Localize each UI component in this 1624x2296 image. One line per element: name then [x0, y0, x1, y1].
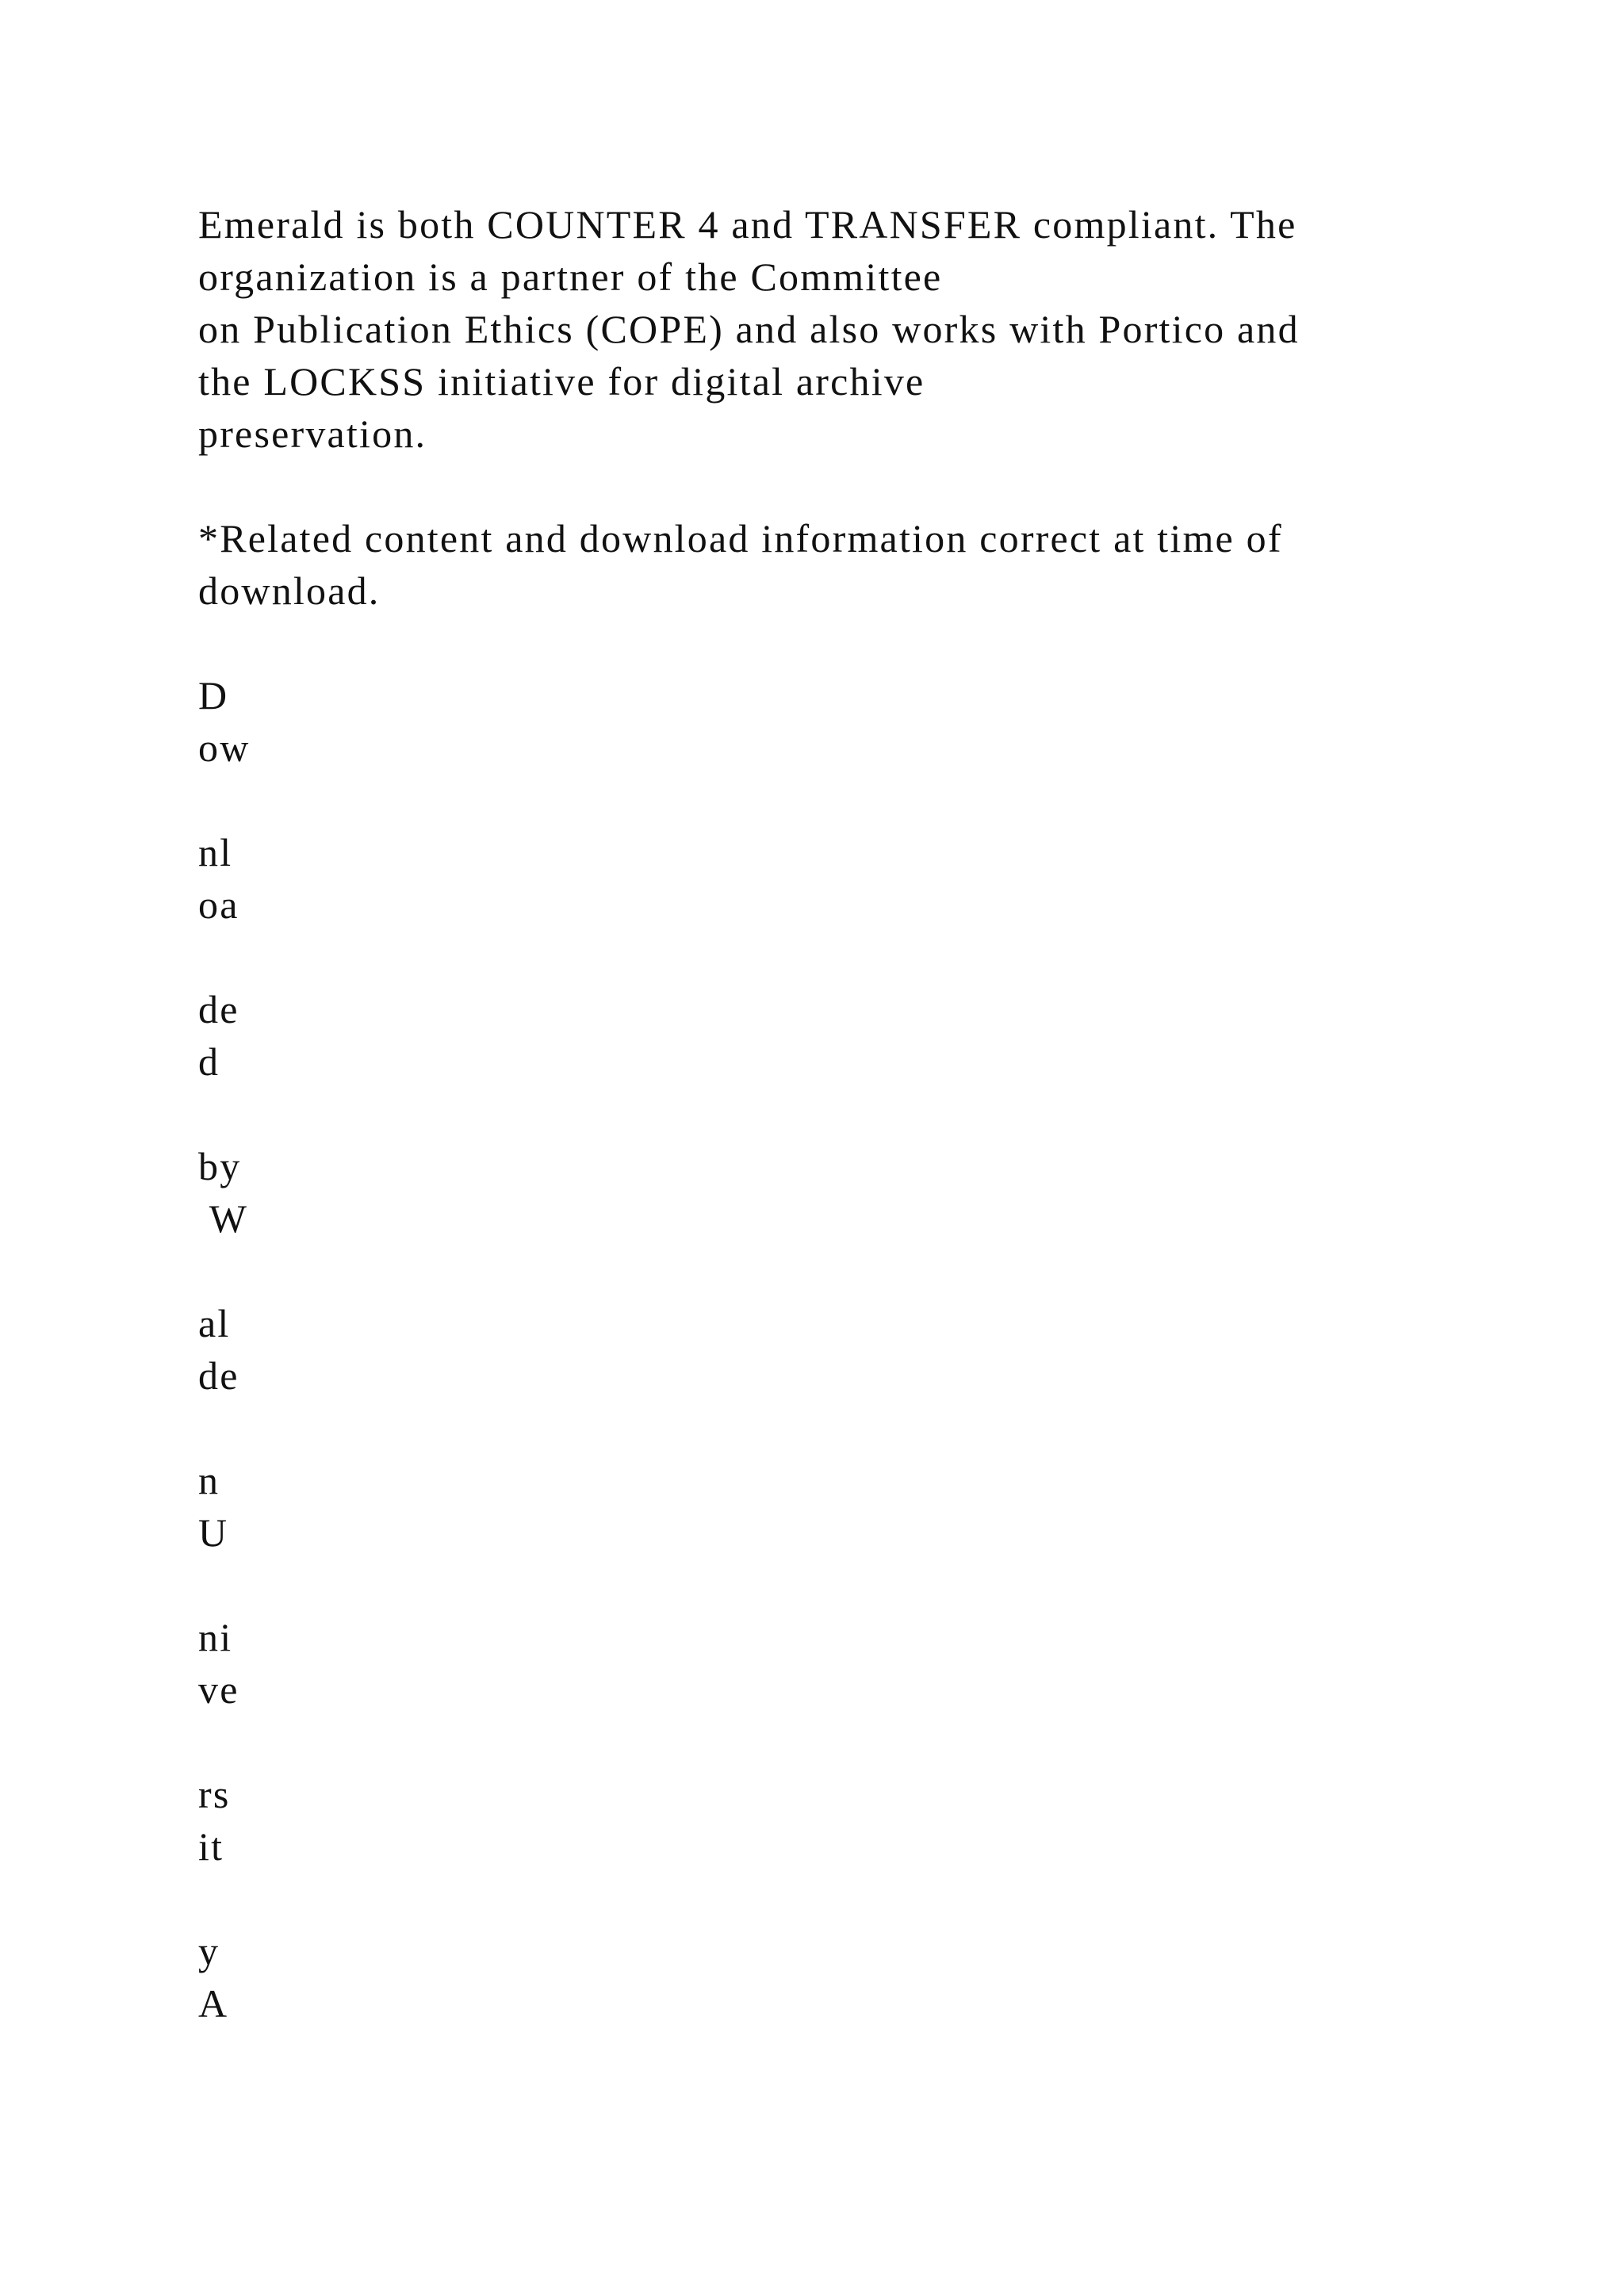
text-line: the LOCKSS initiative for digital archive	[198, 359, 925, 404]
fragment-line: n	[198, 1458, 220, 1502]
fragment-line: oa	[198, 882, 239, 927]
fragment-gap	[198, 1402, 1435, 1454]
fragment-line: ni	[198, 1615, 233, 1659]
fragment-line: nl	[198, 830, 233, 874]
fragment-line: W	[198, 1196, 249, 1241]
download-watermark-fragments	[198, 669, 1435, 2030]
fragment-line: d	[198, 1039, 220, 1084]
text-line: on Publication Ethics (COPE) and also works with Portico and	[198, 307, 1300, 351]
fragment-gap	[198, 1873, 1435, 1925]
document-text	[198, 198, 1435, 2030]
fragment-line: A	[198, 1981, 229, 2026]
text-line: *Related content and download information correct at time of	[198, 516, 1283, 561]
fragment-gap	[198, 1716, 1435, 1768]
fragment-line: al	[198, 1301, 231, 1345]
text-line: download.	[198, 568, 381, 613]
fragment-line: it	[198, 1824, 224, 1869]
fragment-gap	[198, 1559, 1435, 1611]
fragment-gap	[198, 1088, 1435, 1140]
fragment-line: by	[198, 1144, 242, 1188]
fragment-gap	[198, 1245, 1435, 1297]
paragraph-gap	[198, 460, 1435, 512]
fragment-line: de	[198, 1353, 239, 1398]
fragment-gap	[198, 931, 1435, 983]
fragment-line: ow	[198, 725, 251, 770]
fragment-line: U	[198, 1510, 229, 1555]
text-line: organization is a partner of the Committee	[198, 254, 943, 299]
text-line: preservation.	[198, 411, 427, 456]
fragment-line: rs	[198, 1772, 231, 1816]
paragraph-note	[198, 512, 1435, 617]
fragment-line: ve	[198, 1667, 239, 1712]
paragraph-gap	[198, 617, 1435, 669]
fragment-gap	[198, 774, 1435, 826]
fragment-line: y	[198, 1929, 220, 1973]
text-line: Emerald is both COUNTER 4 and TRANSFER compliant. The	[198, 202, 1297, 247]
paragraph-compliance	[198, 198, 1435, 460]
fragment-line: de	[198, 987, 239, 1031]
fragment-line: D	[198, 673, 229, 718]
